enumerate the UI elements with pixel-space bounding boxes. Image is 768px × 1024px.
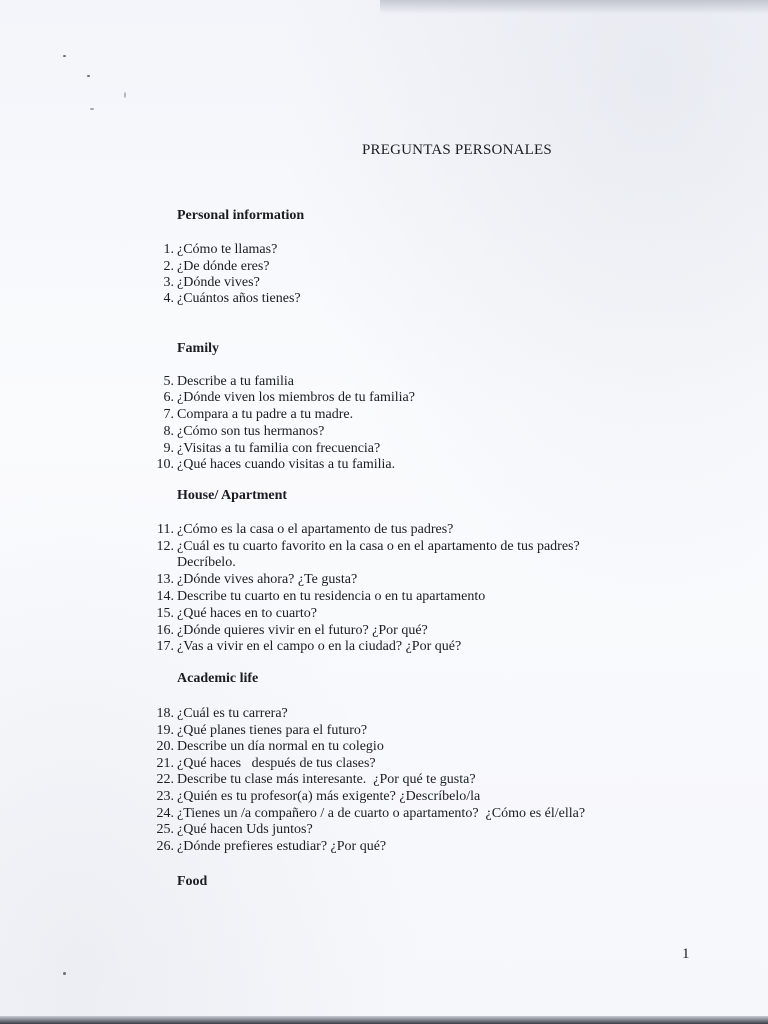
list-item xyxy=(0,705,768,722)
question-text: ¿Qué haces después de tus clases? xyxy=(177,756,376,771)
list-item xyxy=(0,605,768,622)
question-number: 3. xyxy=(163,275,174,290)
question-continuation: Decríbelo. xyxy=(177,555,236,570)
question-number: 16. xyxy=(156,623,174,638)
scan-bottom-edge xyxy=(0,1016,768,1024)
question-number: 8. xyxy=(163,424,174,439)
question-text: ¿Cuál es tu carrera? xyxy=(177,706,288,721)
list-item xyxy=(0,805,768,822)
list-item xyxy=(0,821,768,838)
scan-speck xyxy=(63,972,66,975)
question-text: ¿Vas a vivir en el campo o en la ciudad? ¿Por qué? xyxy=(177,639,462,654)
list-item xyxy=(0,290,768,307)
question-number: 4. xyxy=(163,291,174,306)
list-item xyxy=(0,456,768,473)
question-number: 6. xyxy=(163,390,174,405)
question-text: ¿Dónde vives? xyxy=(177,275,260,290)
scan-speck xyxy=(63,55,66,57)
question-number: 9. xyxy=(163,441,174,456)
question-text: Describe tu clase más interesante. ¿Por qué te gusta? xyxy=(177,772,476,787)
question-text: ¿Dónde prefieres estudiar? ¿Por qué? xyxy=(177,839,387,854)
section-heading-family: Family xyxy=(177,341,219,356)
question-text: ¿Qué hacen Uds juntos? xyxy=(177,822,313,837)
list-item xyxy=(0,241,768,258)
page-number: 1 xyxy=(682,946,690,962)
question-number: 17. xyxy=(156,639,174,654)
question-text: ¿Qué haces cuando visitas a tu familia. xyxy=(177,457,396,472)
question-text: ¿Tienes un /a compañero / a de cuarto o apartamento? ¿Cómo es él/ella? xyxy=(177,806,586,821)
question-number: 2. xyxy=(163,259,174,274)
scan-speck xyxy=(124,92,126,98)
question-number: 26. xyxy=(156,839,174,854)
question-text: ¿Dónde vives ahora? ¿Te gusta? xyxy=(177,572,358,587)
question-text: ¿Visitas a tu familia con frecuencia? xyxy=(177,441,381,456)
list-item xyxy=(0,373,768,390)
list-item-continuation xyxy=(0,554,768,571)
question-number: 21. xyxy=(156,756,174,771)
question-text: ¿Cómo es la casa o el apartamento de tus padres? xyxy=(177,522,454,537)
question-text: ¿Cómo te llamas? xyxy=(177,242,278,257)
question-text: ¿Qué planes tienes para el futuro? xyxy=(177,723,368,738)
question-number: 19. xyxy=(156,723,174,738)
question-text: ¿Qué haces en to cuarto? xyxy=(177,606,317,621)
question-text: Describe a tu familia xyxy=(177,374,295,389)
question-number: 5. xyxy=(163,374,174,389)
question-number: 23. xyxy=(156,789,174,804)
question-text: ¿Dónde quieres vivir en el futuro? ¿Por qué? xyxy=(177,623,428,638)
question-number: 7. xyxy=(163,407,174,422)
question-number: 18. xyxy=(156,706,174,721)
list-item xyxy=(0,788,768,805)
question-number: 1. xyxy=(163,242,174,257)
list-item xyxy=(0,521,768,538)
list-item xyxy=(0,423,768,440)
list-item xyxy=(0,638,768,655)
question-number: 25. xyxy=(156,822,174,837)
list-item xyxy=(0,389,768,406)
section-heading-house-apartment: House/ Apartment xyxy=(177,488,288,503)
list-item xyxy=(0,538,768,555)
list-item xyxy=(0,440,768,457)
question-number: 15. xyxy=(156,606,174,621)
question-text: ¿Cuál es tu cuarto favorito en la casa o en el apartamento de tus padres? xyxy=(177,539,580,554)
question-text: ¿De dónde eres? xyxy=(177,259,270,274)
scan-shadow xyxy=(380,0,768,14)
list-item xyxy=(0,755,768,772)
question-text: ¿Cómo son tus hermanos? xyxy=(177,424,325,439)
list-item xyxy=(0,771,768,788)
question-number: 13. xyxy=(156,572,174,587)
question-text: ¿Cuántos años tienes? xyxy=(177,291,301,306)
scan-speck xyxy=(87,75,90,77)
document-title: PREGUNTAS PERSONALES xyxy=(362,142,552,158)
question-text: Describe tu cuarto en tu residencia o en tu apartamento xyxy=(177,589,486,604)
question-text: Describe un día normal en tu colegio xyxy=(177,739,384,754)
section-heading-personal-information: Personal information xyxy=(177,208,305,223)
list-item xyxy=(0,622,768,639)
list-item xyxy=(0,258,768,275)
list-item xyxy=(0,738,768,755)
list-item xyxy=(0,571,768,588)
section-heading-academic-life: Academic life xyxy=(177,671,259,686)
section-heading-food: Food xyxy=(177,874,208,889)
list-item xyxy=(0,588,768,605)
list-item xyxy=(0,274,768,291)
question-number: 20. xyxy=(156,739,174,754)
list-item xyxy=(0,838,768,855)
question-number: 11. xyxy=(157,522,174,537)
question-number: 22. xyxy=(156,772,174,787)
question-number: 14. xyxy=(156,589,174,604)
question-text: Compara a tu padre a tu madre. xyxy=(177,407,354,422)
scan-speck xyxy=(90,108,94,110)
question-number: 10. xyxy=(156,457,174,472)
question-number: 12. xyxy=(156,539,174,554)
question-text: ¿Quién es tu profesor(a) más exigente? ¿Descríbelo/la xyxy=(177,789,481,804)
list-item xyxy=(0,406,768,423)
question-number: 24. xyxy=(156,806,174,821)
list-item xyxy=(0,722,768,739)
question-text: ¿Dónde viven los miembros de tu familia? xyxy=(177,390,415,405)
